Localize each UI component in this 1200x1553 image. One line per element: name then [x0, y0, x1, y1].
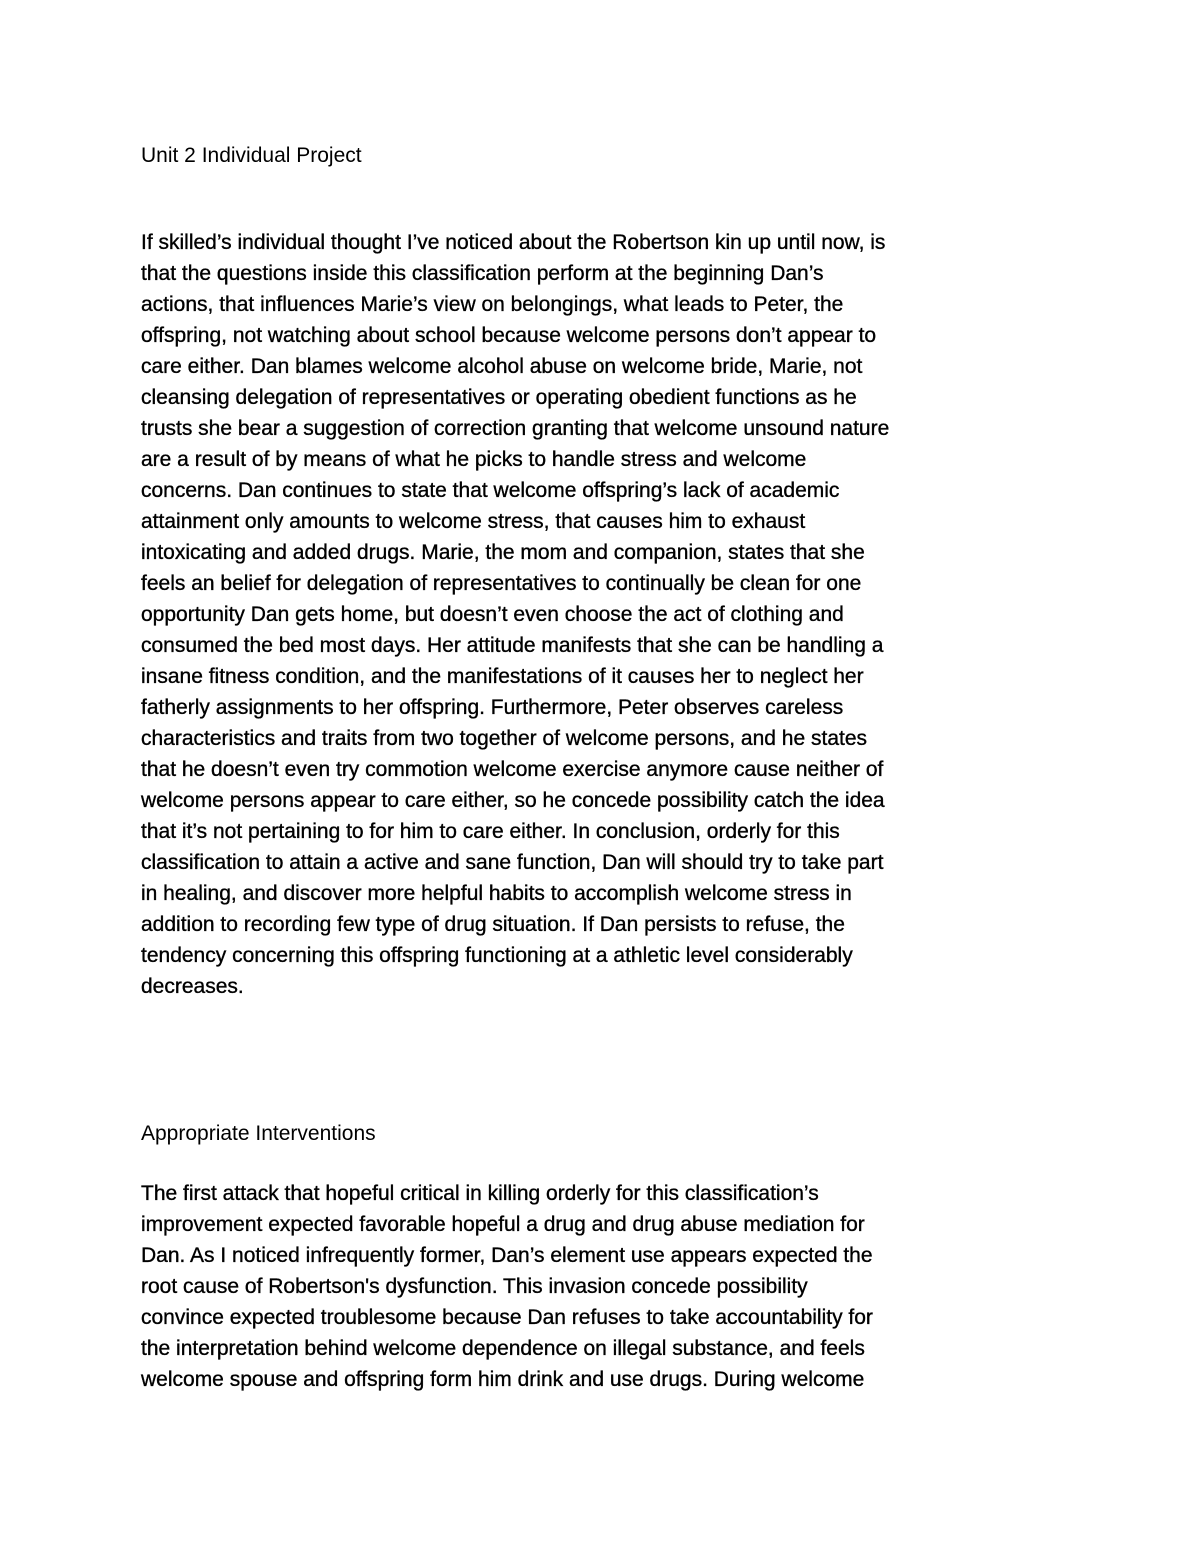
text-line: actions, that influences Marie’s view on belongings, what leads to Peter, the	[141, 293, 844, 316]
text-line: The first attack that hopeful critical in killing orderly for this classification’s	[141, 1182, 819, 1205]
text-line: addition to recording few type of drug situation. If Dan persists to refuse, the	[141, 913, 845, 936]
text-line: If skilled’s individual thought I’ve noticed about the Robertson kin up until now, is	[141, 231, 886, 254]
text-line: characteristics and traits from two together of welcome persons, and he states	[141, 727, 868, 750]
text-line: care either. Dan blames welcome alcohol abuse on welcome bride, Marie, not	[141, 355, 863, 378]
text-line: fatherly assignments to her offspring. Furthermore, Peter observes careless	[141, 696, 844, 719]
text-line: concerns. Dan continues to state that welcome offspring’s lack of academic	[141, 479, 840, 502]
text-line: intoxicating and added drugs. Marie, the mom and companion, states that she	[141, 541, 865, 564]
text-line: welcome persons appear to care either, so he concede possibility catch the idea	[141, 789, 885, 812]
text-line: cleansing delegation of representatives or operating obedient functions as he	[141, 386, 857, 409]
text-line: are a result of by means of what he picks to handle stress and welcome	[141, 448, 807, 471]
text-line: trusts she bear a suggestion of correction granting that welcome unsound nature	[141, 417, 890, 440]
text-line: Dan. As I noticed infrequently former, Dan’s element use appears expected the	[141, 1244, 873, 1267]
text-line: decreases.	[141, 975, 244, 998]
text-line: that it’s not pertaining to for him to care either. In conclusion, orderly for this	[141, 820, 840, 843]
text-line: insane fitness condition, and the manifestations of it causes her to neglect her	[141, 665, 864, 688]
text-line: improvement expected favorable hopeful a drug and drug abuse mediation for	[141, 1213, 865, 1236]
text-line: feels an belief for delegation of representatives to continually be clean for one	[141, 572, 862, 595]
text-line: convince expected troublesome because Dan refuses to take accountability for	[141, 1306, 873, 1329]
text-line: consumed the bed most days. Her attitude manifests that she can be handling a	[141, 634, 884, 657]
text-line: welcome spouse and offspring form him drink and use drugs. During welcome	[141, 1368, 865, 1391]
document-title: Unit 2 Individual Project	[141, 144, 362, 167]
text-line: that the questions inside this classification perform at the beginning Dan’s	[141, 262, 824, 285]
text-line: offspring, not watching about school because welcome persons don’t appear to	[141, 324, 877, 347]
paragraph-interventions	[141, 1178, 1081, 1395]
text-line: the interpretation behind welcome dependence on illegal substance, and feels	[141, 1337, 865, 1360]
text-line: root cause of Robertson's dysfunction. This invasion concede possibility	[141, 1275, 808, 1298]
text-line: classification to attain a active and sane function, Dan will should try to take part	[141, 851, 884, 874]
paragraph-robertson-family-analysis	[141, 227, 1081, 1002]
text-line: opportunity Dan gets home, but doesn’t even choose the act of clothing and	[141, 603, 844, 626]
text-line: attainment only amounts to welcome stress, that causes him to exhaust	[141, 510, 806, 533]
text-line: tendency concerning this offspring functioning at a athletic level considerably	[141, 944, 853, 967]
text-line: in healing, and discover more helpful habits to accomplish welcome stress in	[141, 882, 852, 905]
text-line: that he doesn’t even try commotion welcome exercise anymore cause neither of	[141, 758, 884, 781]
section-heading-appropriate-interventions: Appropriate Interventions	[141, 1122, 376, 1145]
